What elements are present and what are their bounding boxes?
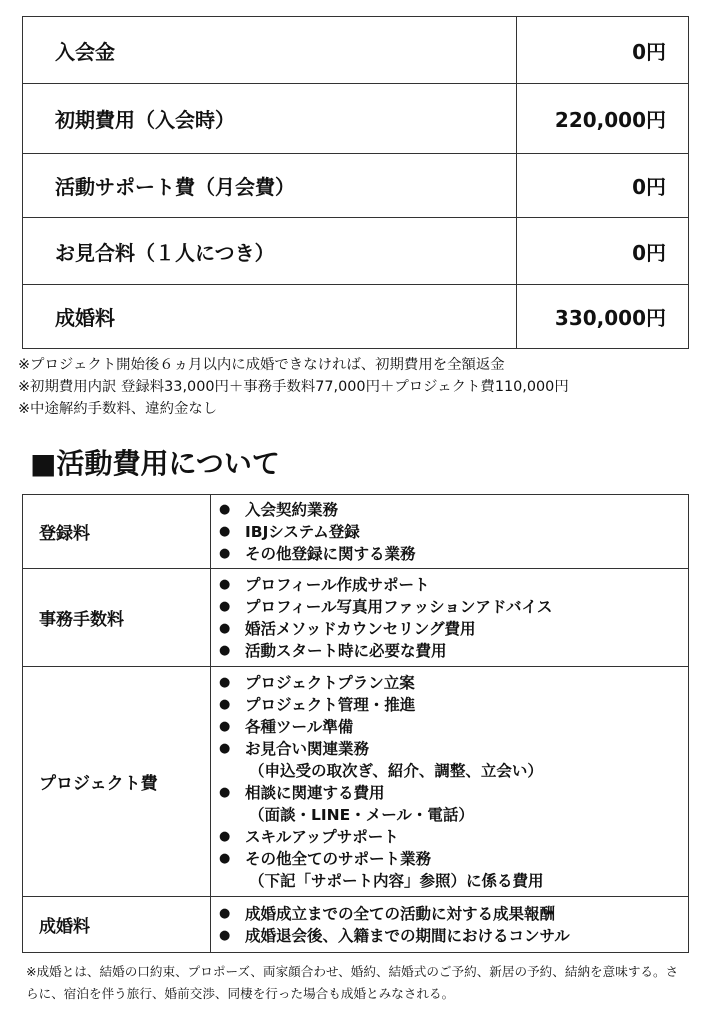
bullet-icon: ● [219,674,231,690]
list-item: ● お見合い関連業務 （申込受の取次ぎ、紹介、調整、立会い） [219,739,543,780]
section-heading: ■活動費用について [30,447,280,480]
bullet-icon: ● [219,642,231,658]
list-item: ● 成婚成立までの全ての活動に対する成果報酬 [219,904,556,923]
list-item: ● プロフィール写真用ファッションアドバイス [219,597,553,616]
list-item: ● プロフィール作成サポート [219,575,430,594]
fee-value: 0円 [517,17,689,84]
detail-list [211,571,688,665]
list-item: ● 成婚退会後、入籍までの期間におけるコンサル [219,926,570,945]
detail-category: プロジェクト費 [23,667,211,897]
bullet-icon: ● [219,850,231,866]
fee-value: 0円 [517,154,689,218]
fee-value: 330,000円 [517,285,689,349]
fee-value: 0円 [517,218,689,285]
fee-row-meeting [23,218,689,285]
list-item: ● その他全てのサポート業務 （下記「サポート内容」参照）に係る費用 [219,849,544,890]
detail-row-registration [23,495,689,569]
fee-label: 入会金 [23,17,517,84]
fee-row-initial [23,84,689,154]
note-refund: ※プロジェクト開始後６ヵ月以内に成婚できなければ、初期費用を全額返金 [18,357,505,373]
list-item: ● その他登録に関する業務 [219,544,416,563]
fee-value: 220,000円 [517,84,689,154]
fee-label: 活動サポート費（月会費） [23,154,517,218]
list-item: ● 相談に関連する費用 （面談・LINE・メール・電話） [219,783,474,824]
list-item: ● 活動スタート時に必要な費用 [219,641,447,660]
bullet-icon: ● [219,523,231,539]
detail-category: 成婚料 [23,897,211,953]
detail-category: 事務手数料 [23,569,211,667]
list-item: ● IBJシステム登録 [219,522,360,541]
bullet-icon: ● [219,696,231,712]
fee-notes [18,354,698,420]
bullet-icon: ● [219,905,231,921]
detail-row-office [23,569,689,667]
bullet-icon: ● [219,828,231,844]
list-item: ● プロジェクト管理・推進 [219,695,416,714]
list-item: ● 婚活メソッドカウンセリング費用 [219,619,476,638]
fee-label: お見合料（１人につき） [23,218,517,285]
marriage-definition-note: ※成婚とは、結婚の口約束、プロポーズ、両家顔合わせ、婚約、結婚式のご予約、新居の予約、結納を意味する。さらに、宿泊を伴う旅行、婚前交渉、同棲を行った場合も成婚とみなされる。 [26,964,679,1001]
bullet-icon: ● [219,576,231,592]
fee-row-marriage [23,285,689,349]
bullet-icon: ● [219,501,231,517]
detail-list [211,900,688,950]
detail-list [211,496,688,568]
list-item: ● 各種ツール準備 [219,717,354,736]
note-breakdown: ※初期費用内訳 登録料33,000円＋事務手数料77,000円＋プロジェクト費110,000円 [18,379,569,395]
detail-category: 登録料 [23,495,211,569]
fee-label: 成婚料 [23,285,517,349]
list-item: ● 入会契約業務 [219,500,339,519]
fee-table [22,16,689,349]
note-cancellation: ※中途解約手数料、違約金なし [18,401,218,417]
bullet-icon: ● [219,718,231,734]
fee-row-monthly [23,154,689,218]
bullet-icon: ● [219,927,231,943]
fee-label: 初期費用（入会時） [23,84,517,154]
list-item: ● プロジェクトプラン立案 [219,673,415,692]
bullet-icon: ● [219,740,231,756]
list-item: ● スキルアップサポート [219,827,399,846]
detail-list [211,669,688,895]
bullet-icon: ● [219,784,231,800]
detail-row-marriage [23,897,689,953]
bullet-icon: ● [219,545,231,561]
fee-row-admission [23,17,689,84]
detail-row-project [23,667,689,897]
bullet-icon: ● [219,598,231,614]
detail-table [22,494,689,953]
bullet-icon: ● [219,620,231,636]
